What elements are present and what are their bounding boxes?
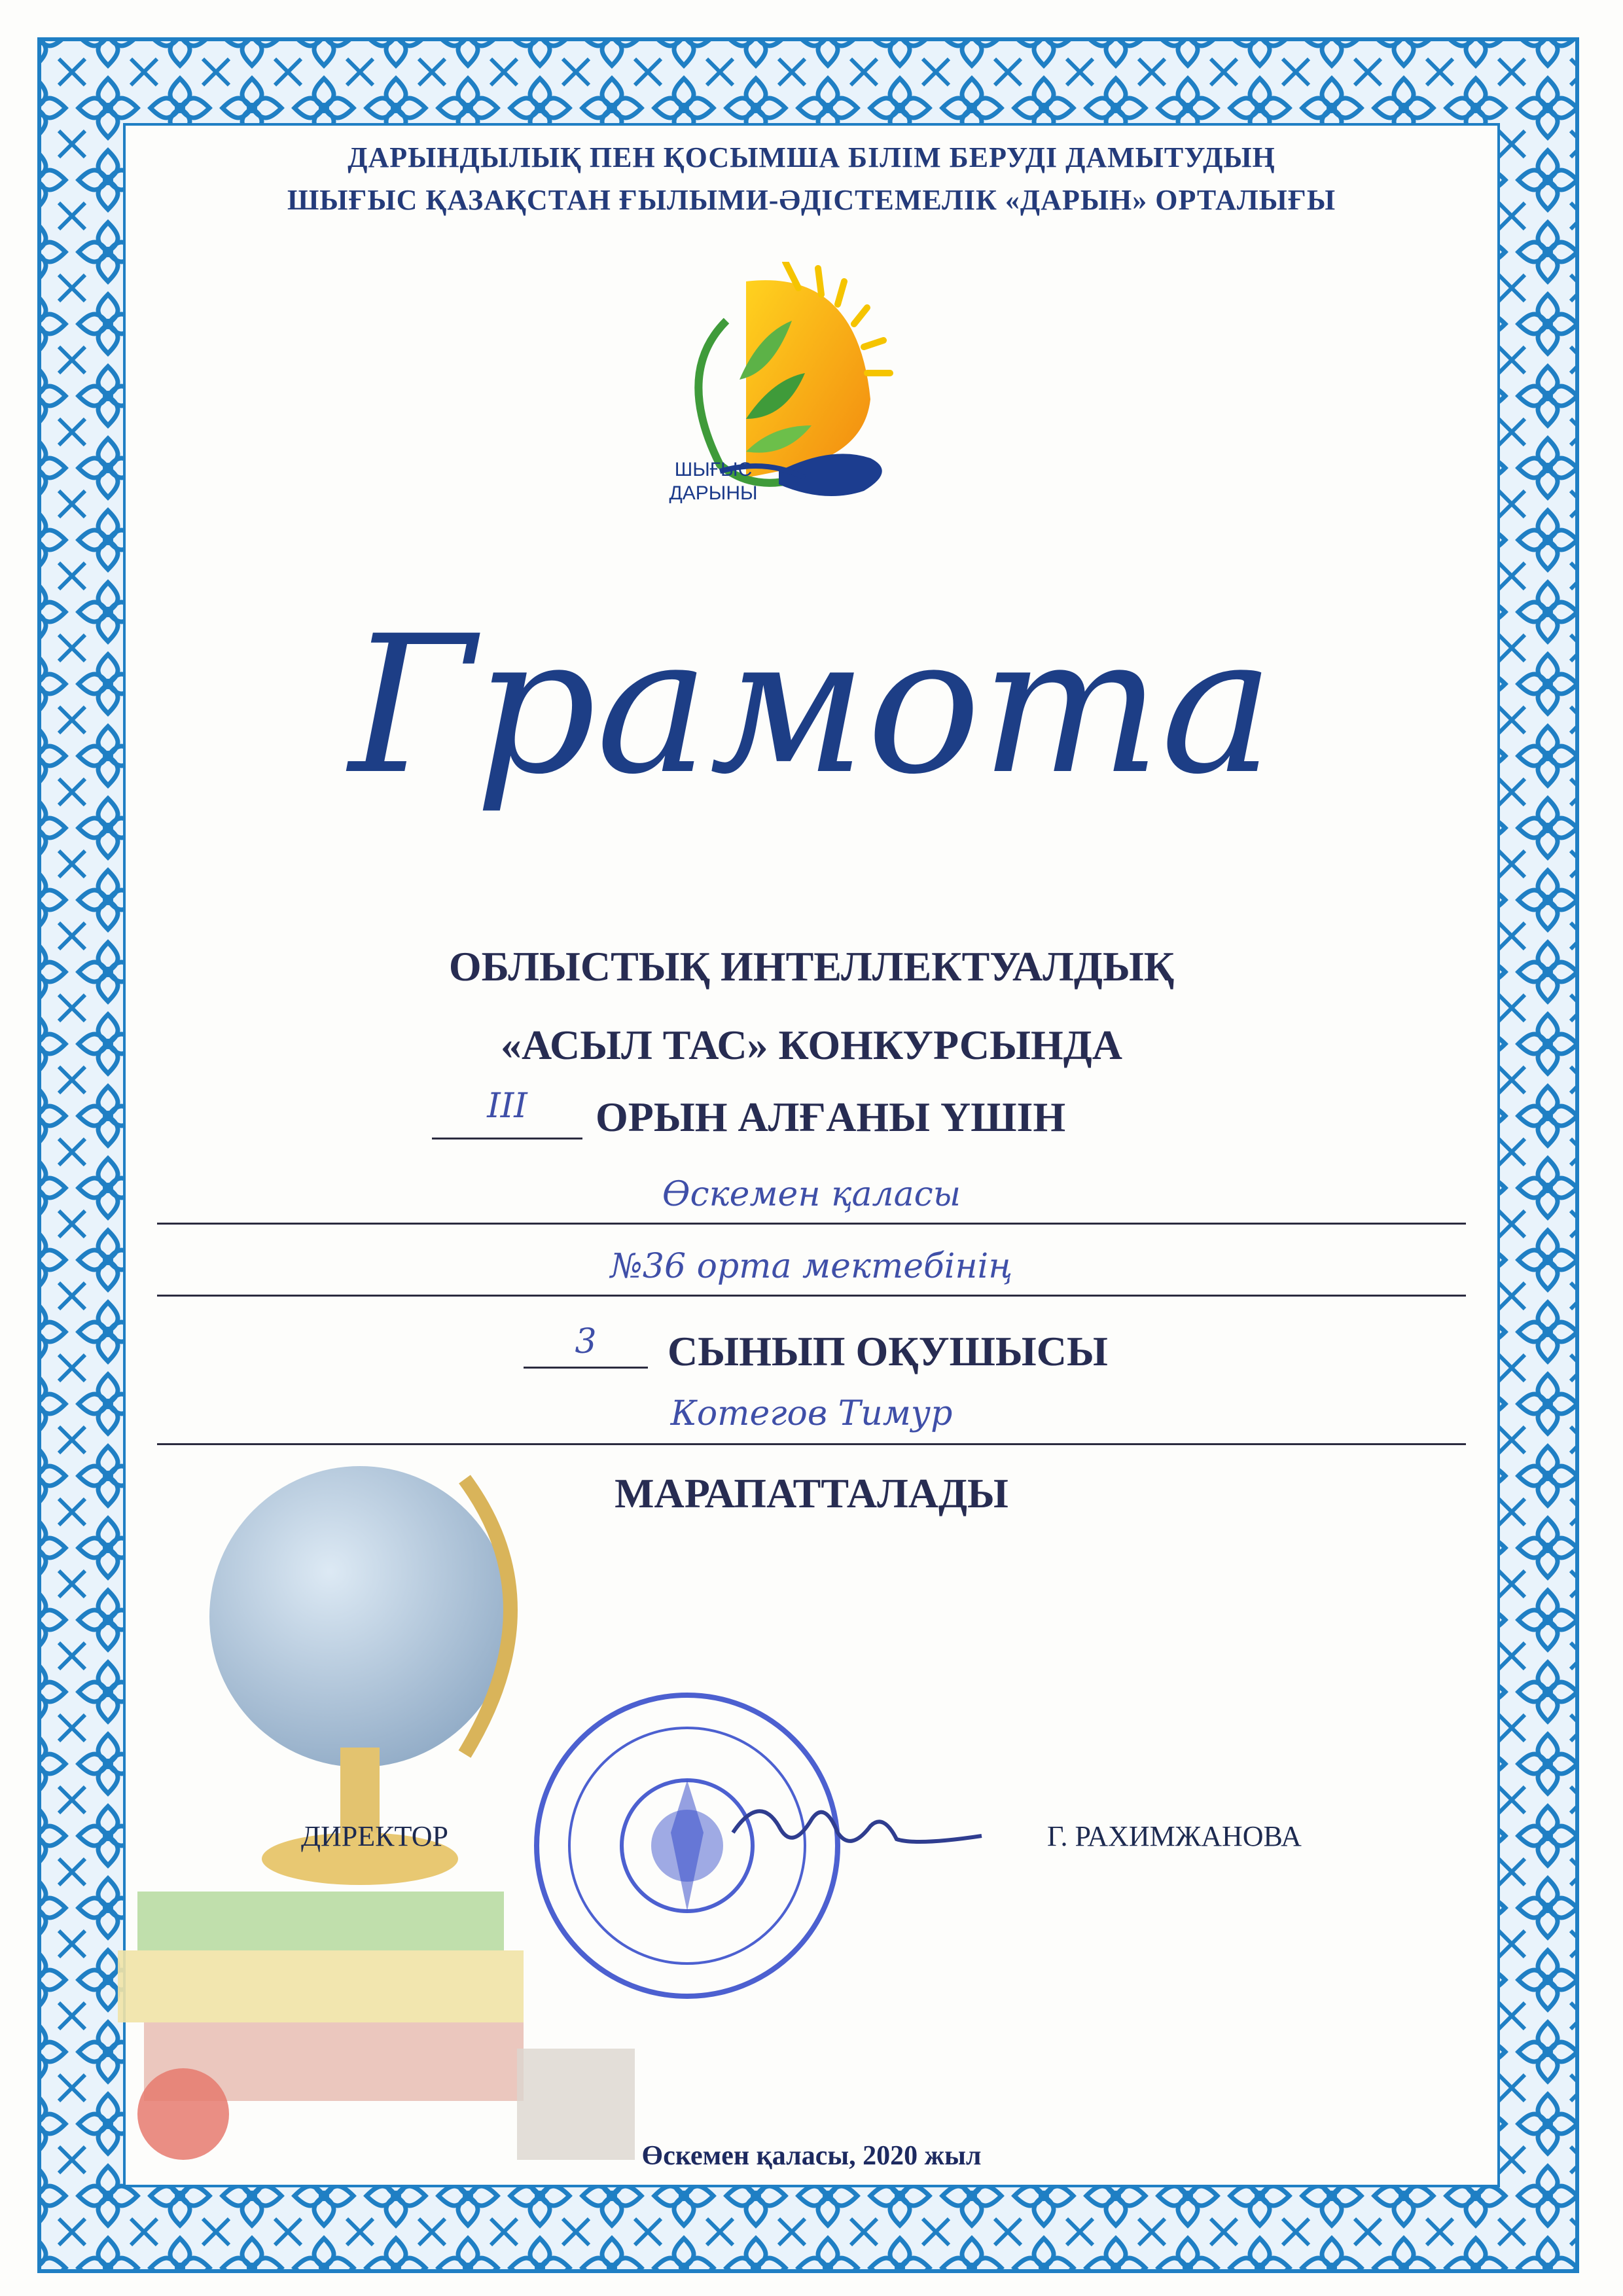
director-label: ДИРЕКТОР [301, 1820, 449, 1852]
city-handwritten: Өскемен қаласы [662, 1175, 961, 1214]
school-handwritten: №36 орта мектебінің [610, 1247, 1013, 1286]
header-line-2: ШЫҒЫС ҚАЗАҚСТАН ҒЫЛЫМИ-ӘДІСТЕМЕЛІК «ДАРЫН» ОРТАЛЫҒЫ [287, 184, 1336, 216]
award-line-1: ОБЛЫСТЫҚ ИНТЕЛЛЕКТУАЛДЫҚ [448, 943, 1175, 990]
closing-text: МАРАПАТТАЛАДЫ [615, 1470, 1008, 1516]
certificate-title: Грамота [349, 596, 1274, 816]
grade-label: СЫНЫП ОҚУШЫСЫ [668, 1328, 1108, 1374]
student-handwritten: Котегов Тимур [670, 1394, 953, 1433]
place-label: ОРЫН АЛҒАНЫ ҮШІН [596, 1094, 1066, 1140]
grade-underline [524, 1367, 648, 1369]
school-underline [157, 1295, 1466, 1297]
city-underline [157, 1223, 1466, 1225]
director-name: Г. РАХИМЖАНОВА [1047, 1820, 1302, 1852]
place-value: III [487, 1086, 527, 1126]
footer-city-year: Өскемен қаласы, 2020 жыл [641, 2141, 982, 2171]
grade-value: 3 [575, 1322, 597, 1361]
logo-caption-line-1: ШЫҒЫС [674, 459, 753, 480]
header-line-1: ДАРЫНДЫЛЫҚ ПЕН ҚОСЫМША БІЛІМ БЕРУДІ ДАМЫТУДЫҢ [348, 141, 1275, 173]
logo-caption [661, 458, 766, 505]
award-line-2: «АСЫЛ ТАС» КОНКУРСЫНДА [501, 1022, 1122, 1068]
logo-caption-line-2: ДАРЫНЫ [669, 482, 758, 504]
place-underline [432, 1138, 582, 1139]
director-signature [720, 1780, 995, 1878]
